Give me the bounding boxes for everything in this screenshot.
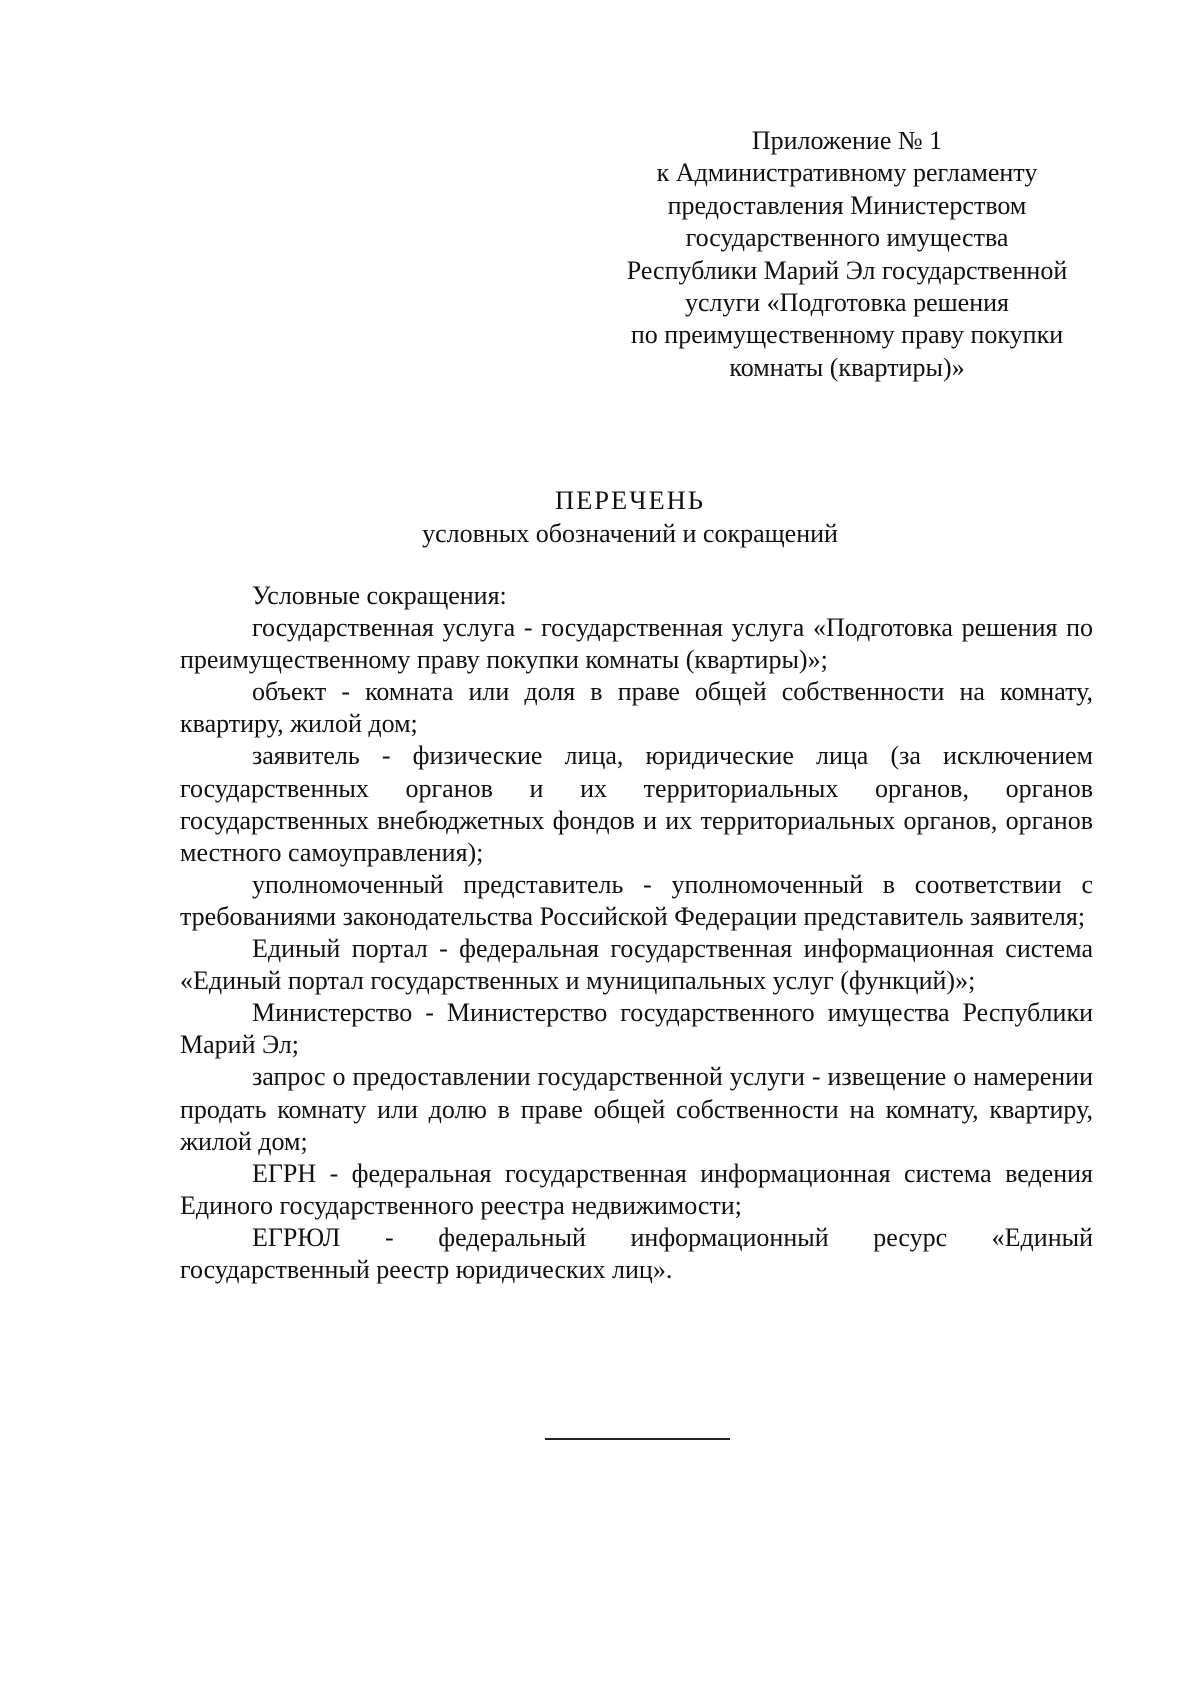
paragraph-definition: ЕГРН - федеральная государственная информационная система ведения Единого государственного реестра недвижимости; (180, 1158, 1093, 1220)
paragraph-intro: Условные сокращения: (252, 581, 507, 610)
document-subtitle: условных обозначений и сокращений (422, 519, 838, 548)
paragraph-definition: государственная услуга - государственная услуга «Подготовка решения по преимущественному праву покупки комнаты (квартиры)»; (180, 613, 1093, 675)
paragraph-definition: Единый портал - федеральная государственная информационная система «Единый портал государственных и муниципальных услуг (функций)»; (180, 934, 1093, 996)
appendix-header (602, 125, 1092, 384)
document-body (180, 580, 1093, 1286)
appendix-line: по преимущественному праву покупки (630, 320, 1064, 350)
appendix-line: Республики Марий Эл государственной (626, 255, 1068, 285)
appendix-line: Приложение № 1 (751, 126, 943, 155)
paragraph-definition: Министерство - Министерство государственного имущества Республики Марий Эл; (180, 998, 1093, 1060)
paragraph-definition: ЕГРЮЛ - федеральный информационный ресурс «Единый государственный реестр юридических лиц». (180, 1222, 1093, 1284)
paragraph-definition: заявитель - физические лица, юридические лица (за исключением государственных органов и их территориальных органов, органов государственных внебюджетных фондов и их территориальных органов, органов местного самоуправления); (180, 741, 1093, 867)
appendix-line: к Административному регламенту (656, 158, 1038, 188)
document-heading (380, 483, 880, 551)
document-title: ПЕРЕЧЕНЬ (554, 485, 705, 515)
appendix-line: предоставления Министерством (667, 190, 1027, 220)
paragraph-definition: объект - комната или доля в праве общей собственности на комнату, квартиру, жилой дом; (180, 677, 1093, 739)
appendix-line: государственного имущества (685, 223, 1009, 253)
paragraph-definition: запрос о предоставлении государственной услуги - извещение о намерении продать комнату или долю в праве общей собственности на комнату, квартиру, жилой дом; (180, 1062, 1093, 1156)
appendix-line: комнаты (квартиры)» (729, 352, 965, 382)
appendix-line: услуги «Подготовка решения (685, 288, 1009, 318)
end-separator-line (545, 1438, 730, 1440)
paragraph-definition: уполномоченный представитель - уполномоченный в соответствии с требованиями законодательства Российской Федерации представитель заявителя; (180, 869, 1093, 931)
